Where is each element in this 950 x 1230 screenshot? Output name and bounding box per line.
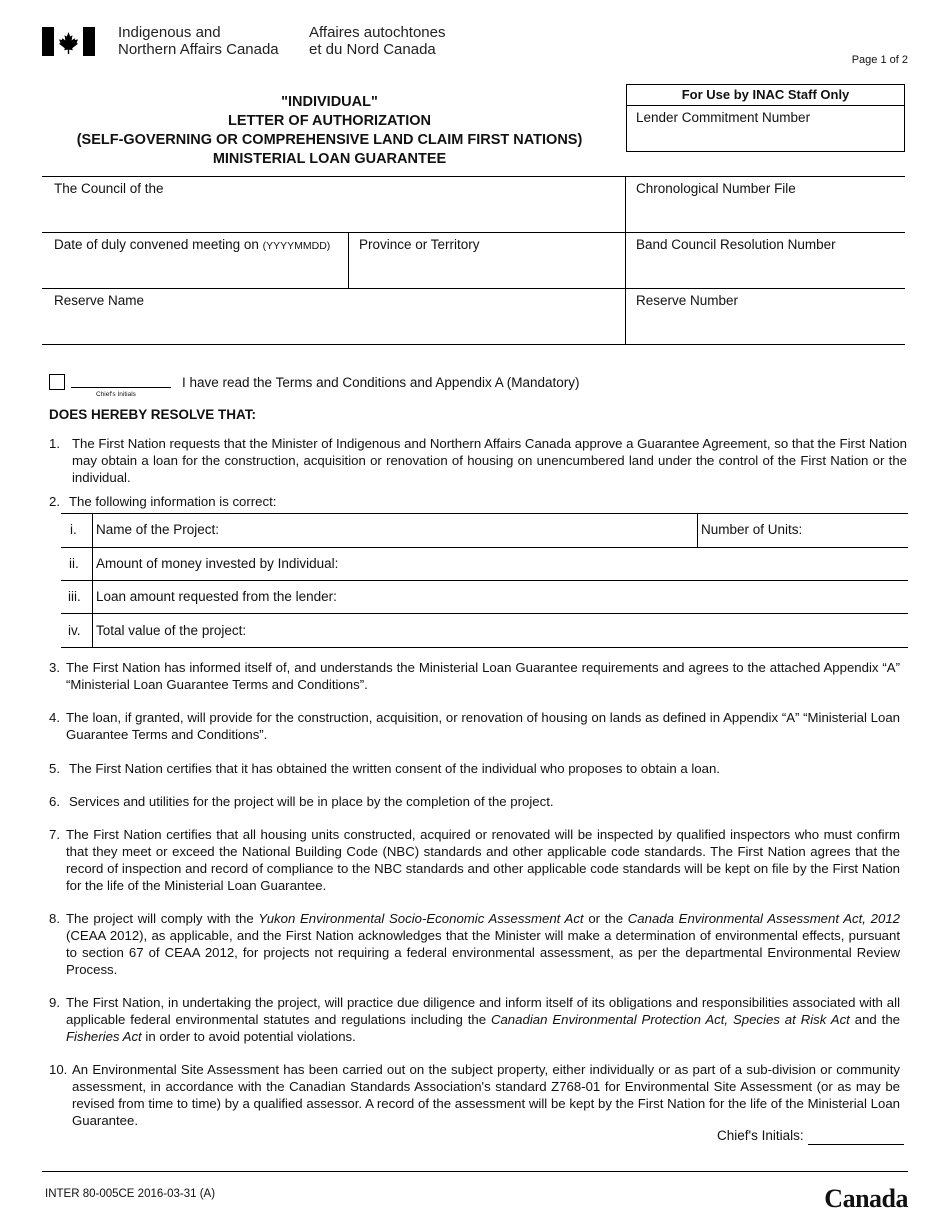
item-number: 9.: [49, 995, 60, 1010]
date-format-hint: (YYYYMMDD): [262, 240, 331, 252]
table-line: [92, 513, 93, 647]
item-8-part: The project will comply with the: [66, 911, 259, 926]
project-name-field[interactable]: Name of the Project:: [96, 522, 220, 537]
item-number: 7.: [49, 827, 60, 842]
item-4-text: The loan, if granted, will provide for the construction, acquisition, or renovation of housing on lands as defined in Appendix “A” “Ministerial Loan Guarantee Terms and Conditions”.: [66, 710, 900, 742]
item-1-text: The First Nation requests that the Minister of Indigenous and Northern Affairs Canada approve a Guarantee Agreement, so that the First Nation may obtain a loan for the construction, acquisition or renovation of housing on unencumbered land under the control of the First Nation or the individual.: [72, 436, 907, 485]
footer-rule: [42, 1171, 908, 1172]
meeting-date-field[interactable]: [54, 237, 330, 252]
item-9-part: The First Nation, in undertaking the project, will practice due diligence and inform itself of its obligations and responsibilities associated with all applicable federal environmental statutes and regulations including the: [66, 995, 900, 1027]
item-number: 4.: [49, 710, 60, 725]
item-number: 5.: [49, 761, 60, 776]
meeting-date-label: Date of duly convened meeting on: [54, 237, 263, 252]
form-id: INTER 80-005CE 2016-03-31 (A): [45, 1188, 216, 1200]
reserve-name-field[interactable]: Reserve Name: [54, 293, 145, 308]
title-line1: "INDIVIDUAL": [281, 94, 378, 110]
table-line: [61, 513, 908, 514]
grid-line: [42, 176, 905, 177]
grid-line: [348, 232, 349, 288]
table-row-numeral: i.: [70, 522, 77, 537]
department-name-fr: [309, 24, 445, 58]
department-name-en: [118, 24, 279, 58]
council-field[interactable]: The Council of the: [54, 181, 164, 196]
table-line: [61, 613, 908, 614]
item-number: 6.: [49, 794, 60, 809]
item-9-text: [66, 994, 900, 1045]
table-row-numeral: ii.: [69, 556, 79, 571]
table-line: [697, 513, 698, 547]
chief-initials-line[interactable]: [71, 387, 171, 388]
loan-amount-field[interactable]: Loan amount requested from the lender:: [96, 589, 337, 604]
item-8-part: (CEAA 2012), as applicable, and the First Nation acknowledges that the Minister will make a determination of environmental effects, pursuant to section 67 of CEAA 2012, for projects not requiring a federal environmental assessment, as per the departmental Environmental Review Process.: [66, 928, 900, 977]
table-line: [61, 647, 908, 648]
item-9-part: and the: [849, 1012, 900, 1027]
item-9-part: in order to avoid potential violations.: [141, 1029, 356, 1044]
table-line: [61, 547, 908, 548]
item-number: 10.: [49, 1062, 68, 1077]
table-row-numeral: iii.: [68, 589, 81, 604]
form-title: [42, 93, 617, 169]
grid-line: [42, 288, 905, 289]
reserve-number-field[interactable]: Reserve Number: [636, 293, 739, 308]
item-number: 1.: [49, 436, 60, 451]
number-of-units-field[interactable]: Number of Units:: [701, 522, 803, 537]
staff-use-box: [626, 84, 905, 152]
dept-en-line1: Indigenous and: [118, 24, 221, 41]
table-line: [61, 580, 908, 581]
terms-ack-text: I have read the Terms and Conditions and Appendix A (Mandatory): [182, 375, 580, 390]
dept-fr-line2: et du Nord Canada: [309, 41, 436, 58]
bcr-number-field[interactable]: Band Council Resolution Number: [636, 237, 836, 252]
item-8-act-title: Yukon Environmental Socio-Economic Assessment Act: [258, 911, 584, 926]
item-6-text: Services and utilities for the project will be in place by the completion of the project.: [69, 794, 554, 809]
total-value-field[interactable]: Total value of the project:: [96, 623, 247, 638]
dept-en-line2: Northern Affairs Canada: [118, 41, 279, 58]
item-2-text: The following information is correct:: [69, 494, 277, 509]
grid-line: [625, 176, 626, 344]
resolve-heading: DOES HEREBY RESOLVE THAT:: [49, 407, 257, 422]
title-line2: LETTER OF AUTHORIZATION: [228, 113, 431, 129]
terms-checkbox[interactable]: [49, 374, 65, 390]
title-line4: MINISTERIAL LOAN GUARANTEE: [212, 151, 447, 167]
canada-flag-icon: [42, 27, 95, 56]
item-9-act-title: Canadian Environmental Protection Act, Species at Risk Act: [490, 1012, 850, 1027]
item-3-text: The First Nation has informed itself of, and understands the Ministerial Loan Guarantee requirements and agrees to the attached Appendix “A” “Ministerial Loan Guarantee Terms and Conditions”.: [66, 660, 900, 692]
item-8-act-title: Canada Environmental Assessment Act, 2012: [627, 911, 900, 926]
canada-wordmark: Canada: [824, 1184, 908, 1213]
item-7-text: The First Nation certifies that all housing units constructed, acquired or renovated will be inspected by qualified inspectors who must confirm that they meet or exceed the National Building Code (NBC) standards and other applicable code standards. The First Nation agrees that the record of inspection and record of compliance to the NBC standards and other applicable code standards will be kept on file by the First Nation for the life of the Ministerial Loan Guarantee.: [66, 827, 900, 893]
title-line3: (SELF-GOVERNING OR COMPREHENSIVE LAND CLAIM FIRST NATIONS): [76, 132, 583, 148]
staff-box-heading: For Use by INAC Staff Only: [627, 85, 904, 106]
chief-initials-caption: Chief's Initials: [96, 391, 136, 398]
amount-invested-field[interactable]: Amount of money invested by Individual:: [96, 556, 339, 571]
lender-commitment-label: Lender Commitment Number: [636, 110, 811, 125]
item-5-text: The First Nation certifies that it has obtained the written consent of the individual who proposes to obtain a loan.: [69, 761, 720, 776]
chief-initials-field[interactable]: [808, 1144, 904, 1145]
item-number: 8.: [49, 911, 60, 926]
grid-line: [42, 344, 905, 345]
grid-line: [42, 232, 905, 233]
item-10-text: An Environmental Site Assessment has been carried out on the subject property, either individually or as part of a sub-division or community assessment, in accordance with the Canadian Standards Association's standard Z768-01 for Environmental Site Assessment (or as may be revised from time to time) by a qualified assessor. A record of the assessment will be kept by the First Nation for the life of the Ministerial Loan Guarantee.: [72, 1062, 900, 1128]
dept-fr-line1: Affaires autochtones: [309, 24, 446, 41]
item-8-text: [66, 910, 900, 978]
item-9-act-title: Fisheries Act: [66, 1029, 142, 1044]
item-number: 3.: [49, 660, 60, 675]
province-field[interactable]: Province or Territory: [359, 237, 480, 252]
table-row-numeral: iv.: [68, 623, 81, 638]
page-number: Page 1 of 2: [851, 54, 908, 66]
item-number: 2.: [49, 494, 60, 509]
item-8-part: or the: [583, 911, 628, 926]
chief-initials-label: Chief's Initials:: [717, 1128, 804, 1143]
chrono-number-field[interactable]: Chronological Number File: [636, 181, 796, 196]
